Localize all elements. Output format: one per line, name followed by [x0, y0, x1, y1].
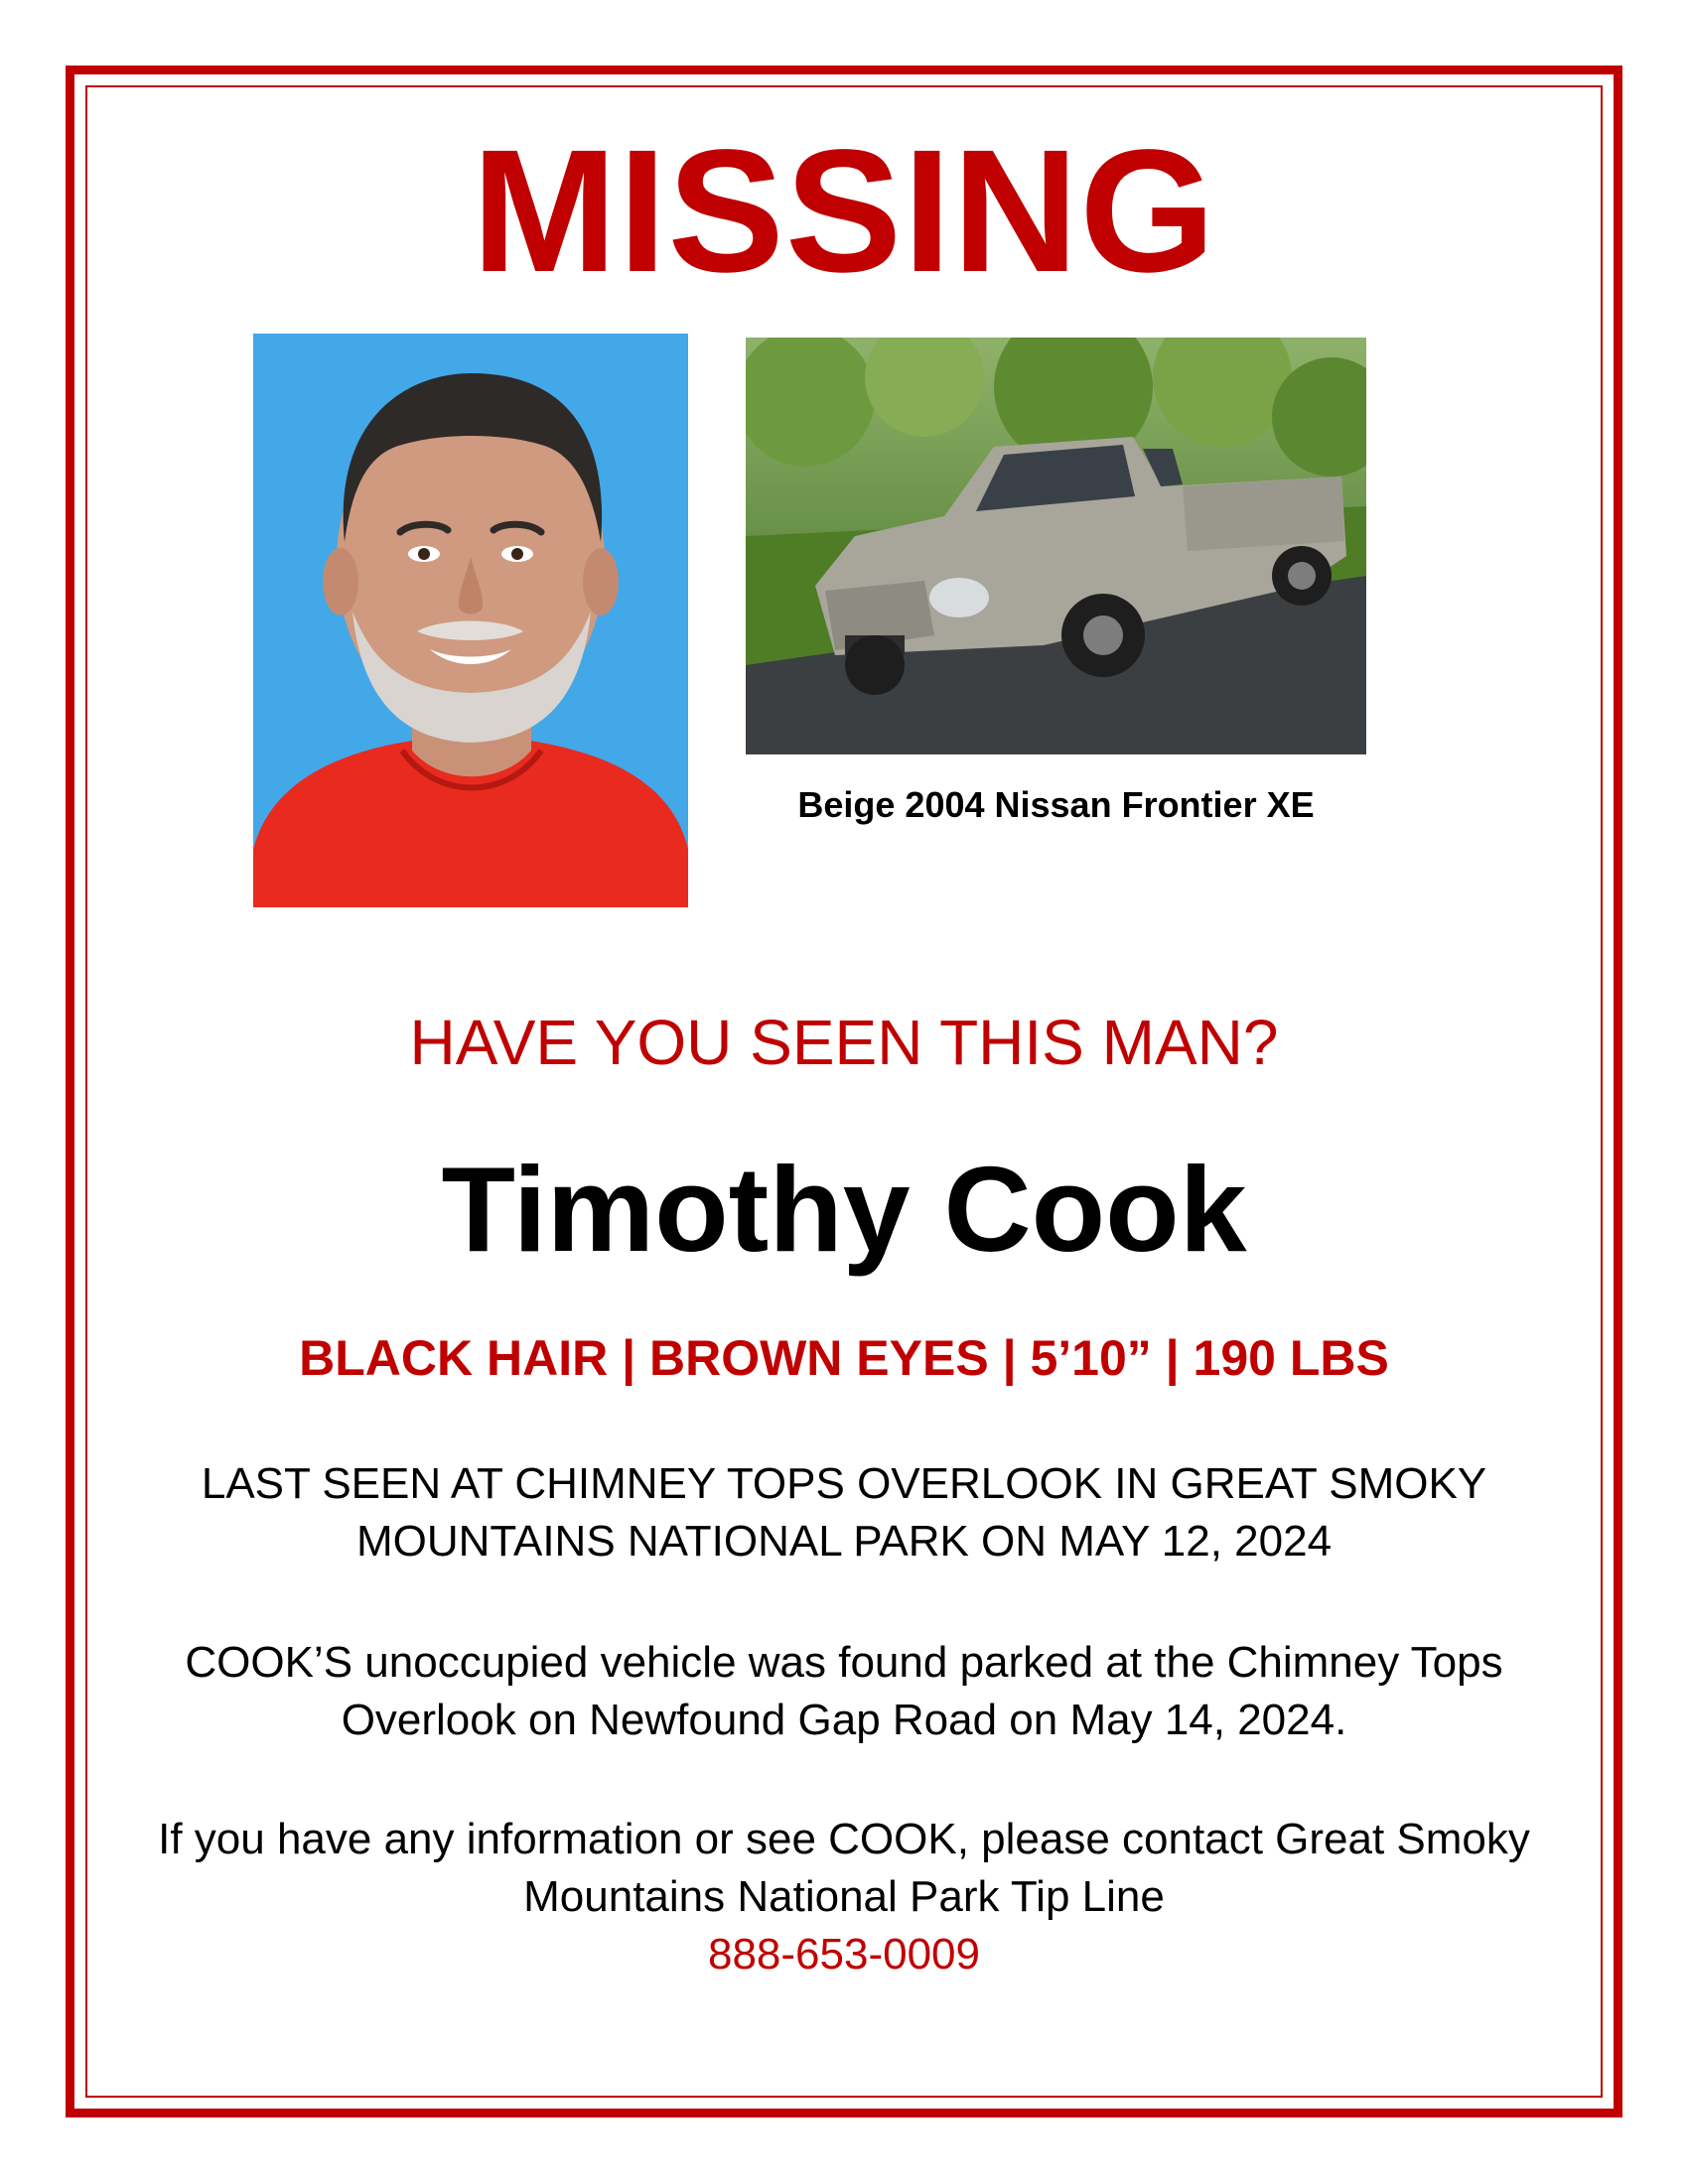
vehicle-photo	[746, 338, 1366, 754]
vehicle-illustration	[746, 338, 1366, 754]
physical-descriptors: BLACK HAIR | BROWN EYES | 5’10” | 190 LBS	[299, 1330, 1389, 1386]
vehicle-found-text: COOK’S unoccupied vehicle was found parked at the Chimney Tops Overlook on Newfound Gap Road on May 14, 2024.	[185, 1638, 1503, 1744]
missing-headline: MISSING	[471, 114, 1217, 309]
vehicle-caption: Beige 2004 Nissan Frontier XE	[797, 784, 1315, 825]
tip-line-phone: 888-653-0009	[707, 1930, 980, 1979]
contact-text: If you have any information or see COOK, please contact Great Smoky Mountains National Park Tip Line	[158, 1815, 1530, 1921]
person-name: Timothy Cook	[441, 1142, 1247, 1277]
last-seen-text: LAST SEEN AT CHIMNEY TOPS OVERLOOK IN GREAT SMOKY MOUNTAINS NATIONAL PARK ON MAY 12, 2024	[201, 1459, 1487, 1566]
portrait-photo	[253, 334, 688, 907]
portrait-illustration	[253, 334, 688, 907]
seen-question: HAVE YOU SEEN THIS MAN?	[409, 1007, 1279, 1078]
